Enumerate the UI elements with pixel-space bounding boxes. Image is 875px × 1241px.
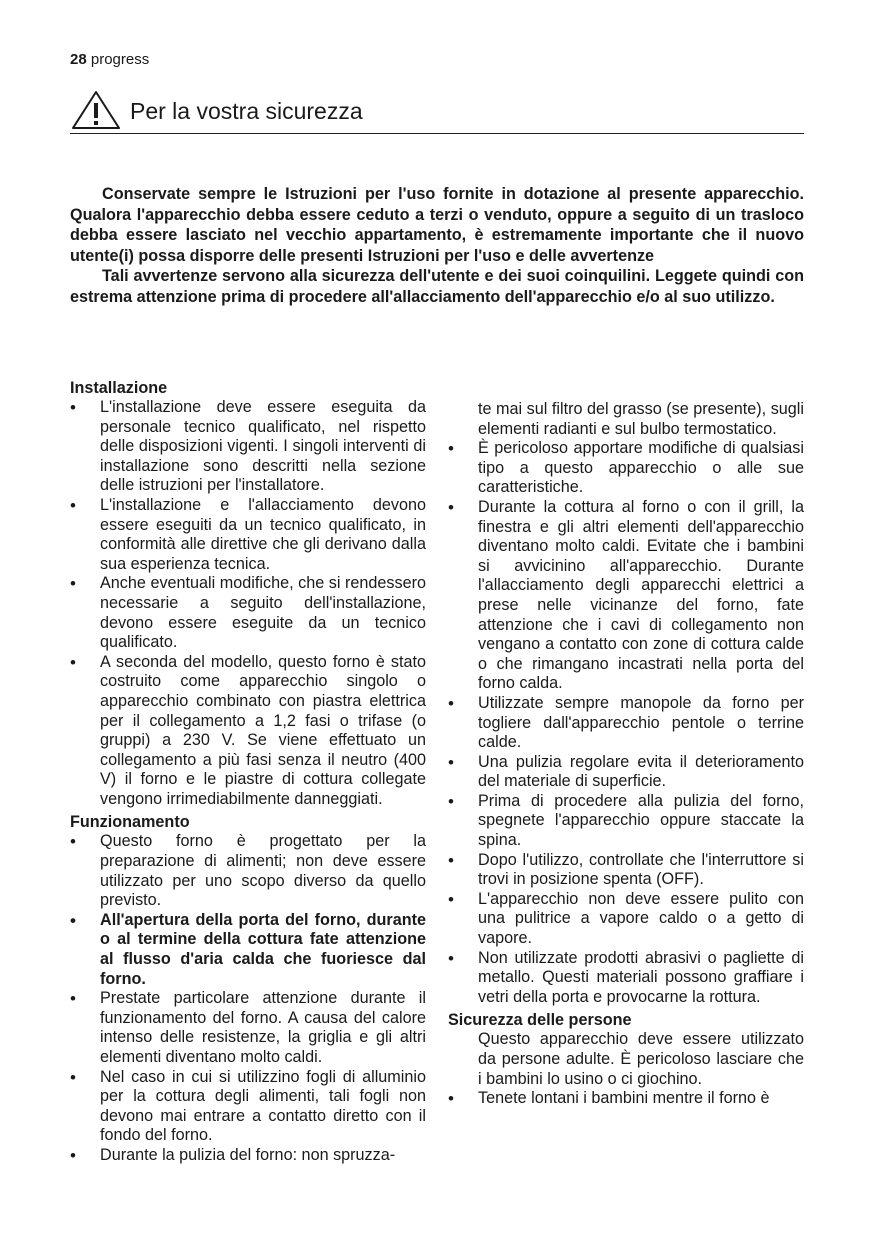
intro-warning (70, 184, 804, 307)
list-item: • Questo forno è progettato per la preparazione di alimenti; non deve essere utilizzato per uno scopo diverso da quello previsto. (70, 832, 426, 910)
list-item: • All'apertura della porta del forno, durante o al termine della cottura fate attenzione al flusso d'aria calda che fuoriesce dal forno. (70, 911, 426, 989)
list-item: • Anche eventuali modifiche, che si rendessero necessarie a seguito dell'installazione, devono essere eseguite da un tecnico qualificato. (70, 574, 426, 652)
funzionamento-list-continued (448, 400, 804, 1007)
list-item-continued: te mai sul filtro del grasso (se presente), sugli elementi radianti e sul bulbo termostatico. (478, 400, 804, 438)
page-title: Per la vostra sicurezza (130, 98, 363, 124)
funzionamento-list (70, 832, 426, 1165)
list-item: • Durante la pulizia del forno: non spruzza- (70, 1146, 426, 1166)
sicurezza-persone-heading: Sicurezza delle persone (448, 1011, 632, 1030)
intro-paragraph: Tali avvertenze servono alla sicurezza dell'utente e dei suoi coinquilini. Leggete quindi con estrema attenzione prima di procedere all'allacciamento dell'apparecchio e/o al suo utilizzo. (70, 267, 804, 306)
sicurezza-persone-list (448, 1089, 804, 1109)
installazione-heading: Installazione (70, 379, 168, 397)
list-item: • Utilizzate sempre manopole da forno per togliere dall'apparecchio pentole o terrine calde. (448, 694, 804, 753)
intro-paragraph: Conservate sempre le Istruzioni per l'uso fornite in dotazione al presente apparecchio. Qualora l'apparecchio debba essere ceduto a terzi o venduto, oppure a seguito di un trasloco debba essere lasciato nel vecchio appartamento, è estremamente importante che il nuovo utente(i) possa disporre delle presenti Istruzioni per l'uso e delle avvertenze (70, 185, 804, 265)
list-item: • L'installazione e l'allacciamento devono essere eseguiti da un tecnico qualificato, in conformità alle direttive che gli derivano dalla sua esperienza tecnica. (70, 496, 426, 574)
section-title-bar (70, 88, 804, 134)
page-header (70, 51, 149, 68)
list-item: • Dopo l'utilizzo, controllate che l'interruttore si trovi in posizione spenta (OFF). (448, 851, 804, 890)
sicurezza-persone-paragraph: Questo apparecchio deve essere utilizzato da persone adulte. È pericoloso lasciare che i bambini lo usino o ci giochino. (478, 1030, 804, 1088)
list-item: • Tenete lontani i bambini mentre il forno è (448, 1089, 804, 1109)
left-column (70, 378, 426, 1166)
list-item: • A seconda del modello, questo forno è stato costruito come apparecchio singolo o apparecchio combinato con piastra elettrica per il collegamento a 1,2 fasi o trifase (o gruppi) a 230 V. Se viene effettuato un collegamento a più fasi senza il neutro (400 V) il forno e le piastre di cottura collegate vengono irrimediabilmente danneggiati. (70, 653, 426, 810)
list-item: • Prestate particolare attenzione durante il funzionamento del forno. A causa del calore intenso delle resistenze, la griglia e gli altri elementi diventano molto caldi. (70, 989, 426, 1067)
list-item: • Nel caso in cui si utilizzino fogli di alluminio per la cottura degli alimenti, tali fogli non devono mai entrare a contatto diretto con il fondo del forno. (70, 1068, 426, 1146)
list-item: • L'apparecchio non deve essere pulito con una pulitrice a vapore caldo o a getto di vapore. (448, 890, 804, 949)
list-item: • È pericoloso apportare modifiche di qualsiasi tipo a questo apparecchio o alle sue caratteristiche. (448, 439, 804, 498)
page-number: 28 (70, 51, 87, 68)
list-item: • Non utilizzate prodotti abrasivi o pagliette di metallo. Questi materiali possono graffiare i vetri della porta e provocarne la rottura. (448, 949, 804, 1008)
list-item: • L'installazione deve essere eseguita da personale tecnico qualificato, nel rispetto delle disposizioni vigenti. I singoli interventi di installazione sono descritti nella sezione delle istruzioni per l'installatore. (70, 398, 426, 496)
funzionamento-heading: Funzionamento (70, 813, 190, 832)
list-item: • Durante la cottura al forno o con il grill, la finestra e gli altri elementi dell'apparecchio diventano molto caldi. Evitate che i bambini si avvicinino all'apparecchio. Durante l'allacciamento degli apparecchi elettrici a prese nelle vicinanze del forno, fate attenzione che i cavi di collegamento non vengano a contatto con zone di cottura calde o che rimangano incastrati nella porta del forno calda. (448, 498, 804, 694)
list-item: • Prima di procedere alla pulizia del forno, spegnete l'apparecchio oppure staccate la spina. (448, 792, 804, 851)
brand-name: progress (90, 51, 150, 68)
list-item: • Una pulizia regolare evita il deterioramento del materiale di superficie. (448, 753, 804, 792)
right-column (448, 400, 804, 1109)
warning-icon (71, 90, 121, 130)
installazione-list (70, 398, 426, 809)
